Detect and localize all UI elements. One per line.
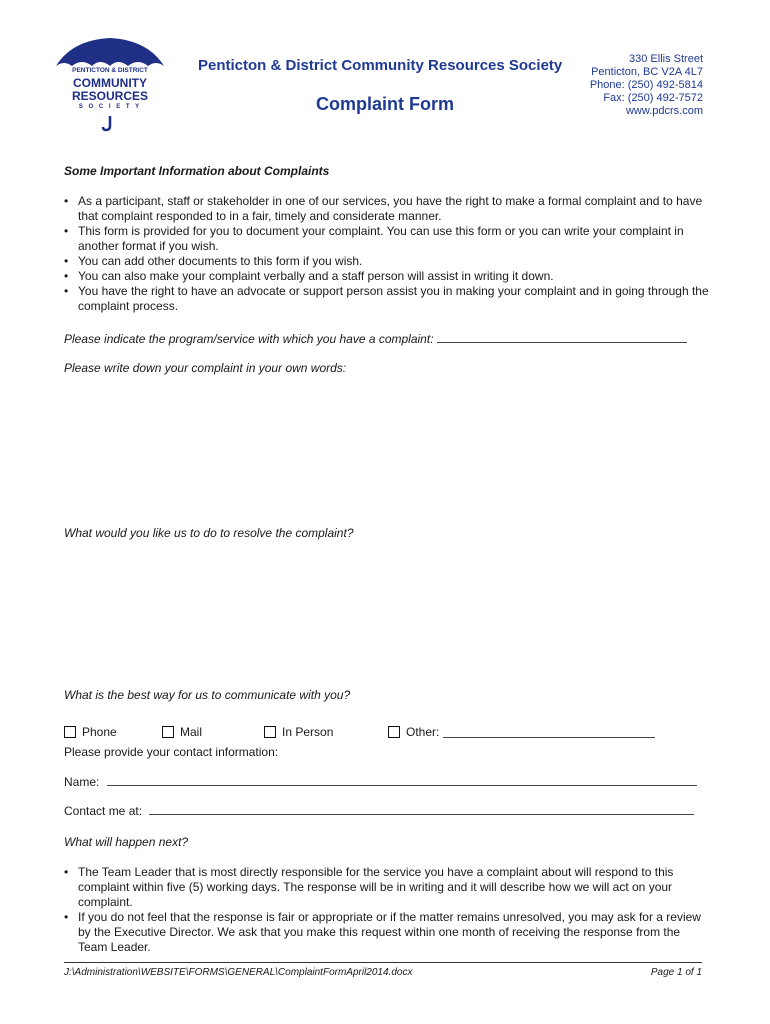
organization-name: Penticton & District Community Resources Society: [198, 57, 563, 74]
address-block: [590, 53, 703, 118]
resolve-write-area[interactable]: [64, 545, 704, 680]
communicate-question: What is the best way for us to communicate with you?: [64, 688, 351, 702]
contact-prompt: Please provide your contact information:: [64, 745, 279, 759]
list-item: • You have the right to have an advocate or support person assist you in making your complaint and in going through the complaint process.: [64, 284, 709, 314]
society-logo: [52, 36, 168, 132]
list-item: • If you do not feel that the response is fair or appropriate or if the matter remains unresolved, you may ask for a review by the Executive Director. We ask that you make this request within one month of receiving the response from the Team Leader.: [64, 910, 709, 955]
address-fax: Fax: (250) 492-7572: [603, 92, 703, 104]
next-heading: What will happen next?: [64, 835, 189, 849]
list-item: • You can add other documents to this form if you wish.: [64, 254, 709, 269]
next-bullet-list: [64, 865, 709, 955]
other-label: Other:: [406, 725, 440, 739]
name-field: [64, 775, 697, 789]
page-number: Page 1 of 1: [650, 967, 702, 978]
intro-heading: Some Important Information about Complaints: [64, 164, 330, 178]
logo-line-2: COMMUNITY: [73, 76, 147, 90]
list-item: • This form is provided for you to document your complaint. You can use this form or you can write your complaint in another format if you wish.: [64, 224, 709, 254]
own-words-question: Please write down your complaint in your own words:: [64, 361, 347, 375]
list-item: • The Team Leader that is most directly responsible for the service you have a complaint about will respond to this complaint within five (5) working days. The response will be in writing and it will describe how we will act on your complaint.: [64, 865, 709, 910]
in-person-checkbox[interactable]: [264, 726, 276, 738]
other-input-line[interactable]: [443, 727, 655, 738]
contact-field: [64, 804, 694, 818]
address-phone: Phone: (250) 492-5814: [589, 79, 703, 91]
resolve-question: What would you like us to do to resolve the complaint?: [64, 526, 354, 540]
address-website: www.pdcrs.com: [625, 105, 703, 117]
other-option[interactable]: [388, 725, 655, 739]
mail-checkbox[interactable]: [162, 726, 174, 738]
phone-option[interactable]: [64, 725, 117, 739]
in-person-label: In Person: [282, 725, 334, 739]
intro-bullet-list: [64, 194, 709, 314]
other-checkbox[interactable]: [388, 726, 400, 738]
address-street: 330 Ellis Street: [629, 53, 703, 65]
phone-checkbox[interactable]: [64, 726, 76, 738]
logo-line-3: RESOURCES: [71, 89, 148, 103]
logo-line-1: PENTICTON & DISTRICT: [72, 67, 148, 74]
program-question: [64, 332, 687, 346]
contact-input-line[interactable]: [149, 804, 694, 815]
footer-divider: [64, 962, 702, 963]
contact-label: Contact me at:: [64, 804, 143, 818]
name-input-line[interactable]: [107, 775, 697, 786]
list-item: • You can also make your complaint verbally and a staff person will assist in writing it down.: [64, 269, 709, 284]
program-input-line[interactable]: [437, 332, 687, 343]
name-label: Name:: [64, 775, 100, 789]
address-city: Penticton, BC V2A 4L7: [591, 66, 703, 78]
logo-line-4: S O C I E T Y: [78, 104, 142, 110]
mail-option[interactable]: [162, 725, 202, 739]
phone-label: Phone: [82, 725, 117, 739]
complaint-write-area[interactable]: [64, 380, 704, 515]
form-title: Complaint Form: [316, 94, 454, 114]
in-person-option[interactable]: [264, 725, 333, 739]
list-item: • As a participant, staff or stakeholder in one of our services, you have the right to make a formal complaint and to have that complaint responded to in a fair, timely and considerate manner.: [64, 194, 709, 224]
program-question-label: Please indicate the program/service with which you have a complaint:: [64, 332, 434, 346]
umbrella-handle-icon: [52, 114, 168, 134]
footer-path: J:\Administration\WEBSITE\FORMS\GENERAL\ComplaintFormApril2014.docx: [64, 967, 413, 978]
mail-label: Mail: [180, 725, 203, 739]
